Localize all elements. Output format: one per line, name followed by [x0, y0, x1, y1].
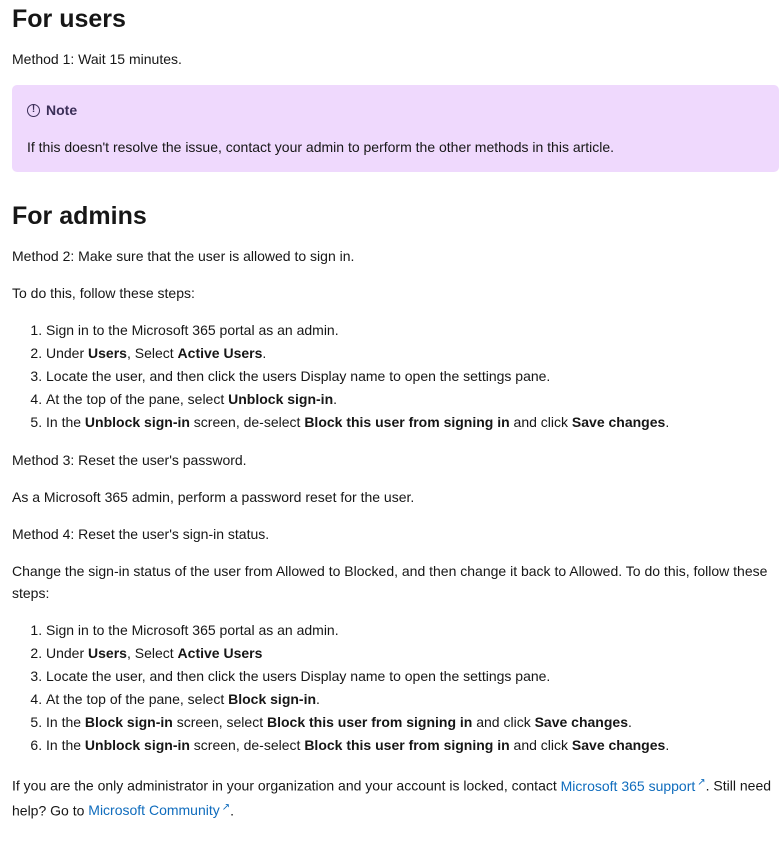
list-item: 3. Locate the user, and then click the users Display name to open the settings pane. [46, 365, 779, 388]
method-2: Method 2: Make sure that the user is allowed to sign in. [12, 248, 355, 264]
microsoft-365-support-link[interactable]: Microsoft 365 support ↗ [560, 777, 706, 794]
steps-list-1 [12, 319, 779, 434]
heading-for-users: For users [12, 5, 126, 33]
list-item: 6. In the Unblock sign-in screen, de-select Block this user from signing in and click Save changes. [46, 734, 779, 757]
list-item: 3. Locate the user, and then click the users Display name to open the settings pane. [46, 665, 779, 688]
note-text: If this doesn't resolve the issue, contact your admin to perform the other methods in this article. [27, 139, 615, 155]
note-box [12, 85, 779, 172]
method-1: Method 1: Wait 15 minutes. [12, 51, 182, 67]
footer-help: If you are the only administrator in your organization and your account is locked, contact Microsoft 365 support ↗. Still need help? Go to Microsoft Community ↗. [12, 777, 772, 819]
method-4-text: Change the sign-in status of the user from Allowed to Blocked, and then change it back to Allowed. To do this, follow these steps: [12, 563, 768, 601]
info-circle-icon: ! [27, 104, 40, 117]
list-item: 4. At the top of the pane, select Block sign-in. [46, 688, 779, 711]
list-item: 2. Under Users, Select Active Users. [46, 342, 779, 365]
list-item: 5. In the Unblock sign-in screen, de-select Block this user from signing in and click Save changes. [46, 411, 779, 434]
steps-list-2 [12, 619, 779, 757]
list-item: 1. Sign in to the Microsoft 365 portal as an admin. [46, 619, 779, 642]
list-item: 5. In the Block sign-in screen, select Block this user from signing in and click Save changes. [46, 711, 779, 734]
note-title-label: Note [46, 102, 78, 118]
list-item: 2. Under Users, Select Active Users [46, 642, 779, 665]
external-link-icon: ↗ [221, 801, 231, 813]
steps-intro-1: To do this, follow these steps: [12, 285, 195, 301]
microsoft-community-link[interactable]: Microsoft Community ↗ [88, 801, 231, 819]
external-link-icon: ↗ [697, 777, 706, 788]
list-item: 4. At the top of the pane, select Unblock sign-in. [46, 388, 779, 411]
method-3: Method 3: Reset the user's password. [12, 452, 247, 468]
note-title [27, 99, 764, 121]
list-item: 1. Sign in to the Microsoft 365 portal as an admin. [46, 319, 779, 342]
method-4: Method 4: Reset the user's sign-in status. [12, 526, 270, 542]
heading-for-admins: For admins [12, 202, 147, 230]
method-3-text: As a Microsoft 365 admin, perform a password reset for the user. [12, 489, 415, 505]
